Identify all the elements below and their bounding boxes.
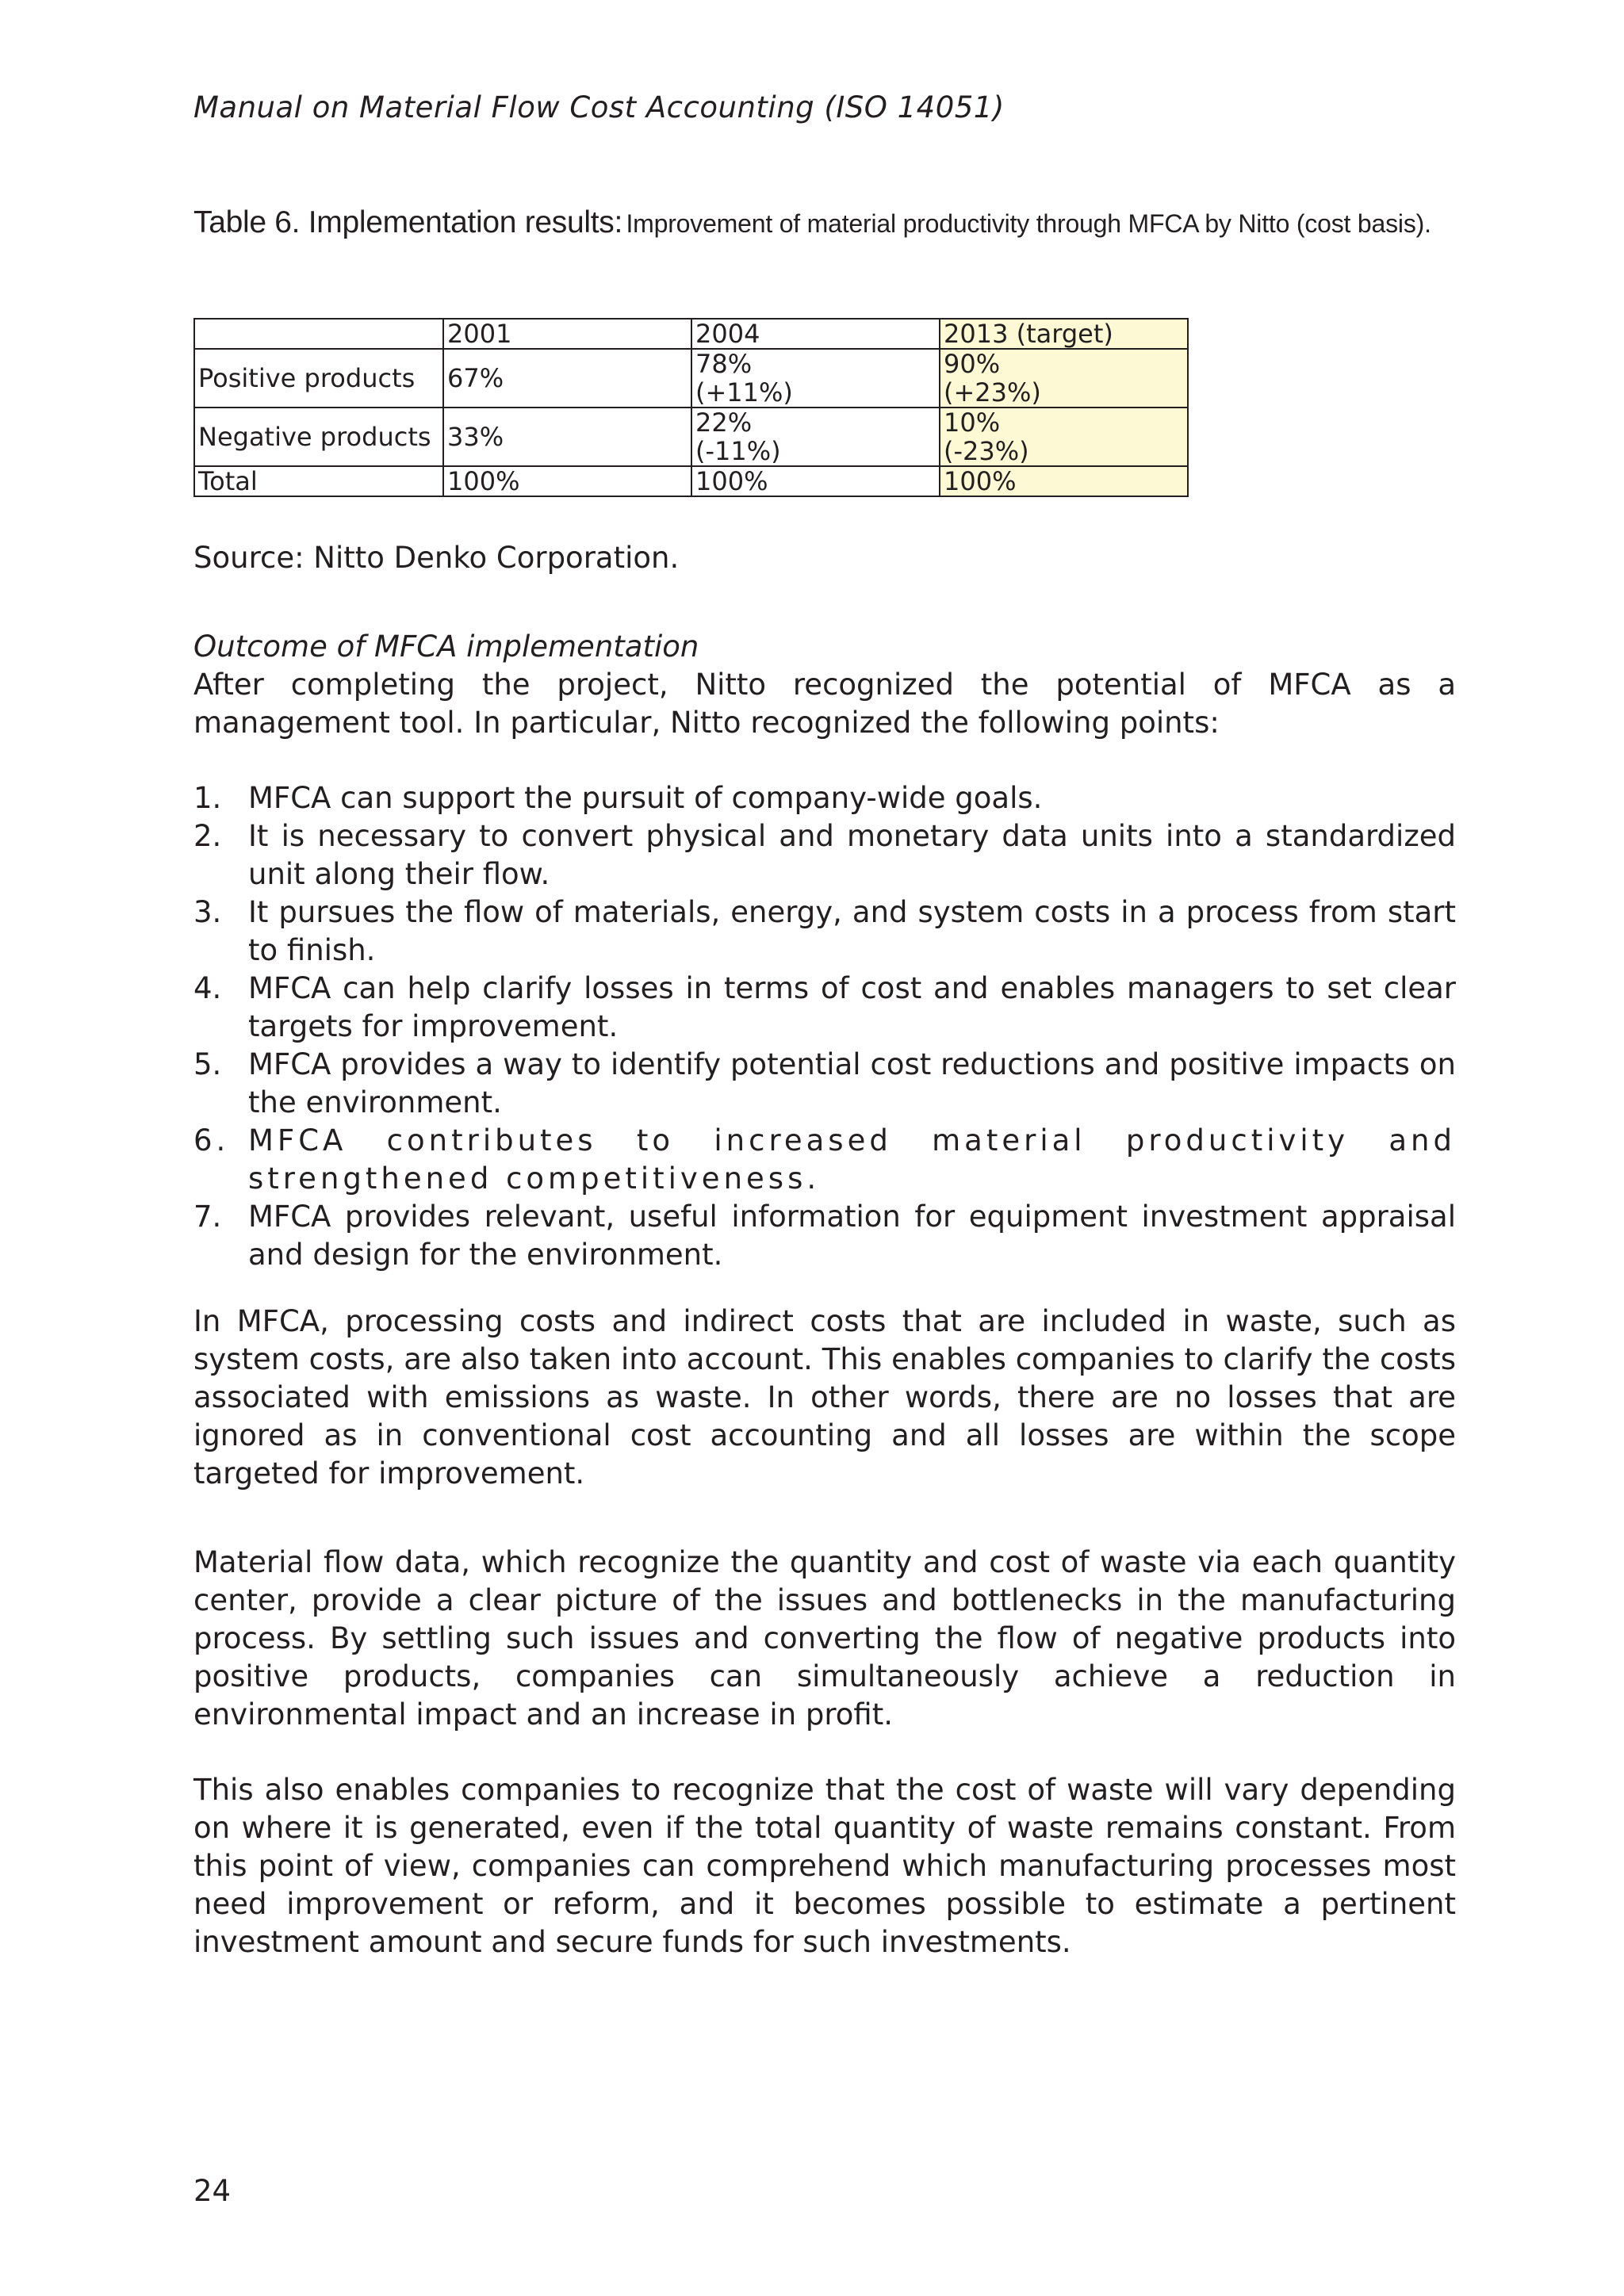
- list-item-text: MFCA provides a way to identify potential cost reductions and positive impacts on the environment.: [248, 1047, 1456, 1119]
- table-caption-lead: Table 6. Implementation results:: [193, 205, 623, 239]
- table-header-row: [194, 319, 1188, 349]
- header-cell-2004: 2004: [691, 319, 940, 349]
- list-item-number: 1.: [193, 781, 222, 815]
- header-cell-2001: 2001: [443, 319, 691, 349]
- list-item-number: 4.: [193, 971, 222, 1005]
- list-item-number: 7.: [193, 1200, 222, 1234]
- cell-2004-total: 100%: [691, 466, 940, 496]
- list-item-text: MFCA contributes to increased material productivity and strengthened competitiveness.: [248, 1123, 1456, 1196]
- recognized-points-list: [193, 779, 1456, 1274]
- body-paragraph-material-flow: Material flow data, which recognize the quantity and cost of waste via each quantity center, provide a clear picture of the issues and bottlenecks in the manufacturing process. By settling such issues and converting the flow of negative products into positive products, companies can simultaneously achieve a reduction in environmental impact and an increase in profit.: [193, 1545, 1456, 1732]
- list-item-number: 2.: [193, 819, 222, 853]
- list-item: [193, 779, 1456, 817]
- cell-change: (+23%): [944, 377, 1041, 408]
- cell-change: (-23%): [944, 436, 1029, 466]
- cell-2013-negative: [940, 408, 1188, 466]
- cell-2004-negative: [691, 408, 940, 466]
- list-item-text: MFCA can support the pursuit of company-wide goals.: [248, 781, 1043, 815]
- header-cell-2013-target: 2013 (target): [940, 319, 1188, 349]
- cell-2013-positive: [940, 349, 1188, 408]
- list-item: [193, 970, 1456, 1046]
- outcome-section: [193, 628, 1456, 742]
- cell-value: 90%: [944, 349, 1001, 379]
- implementation-results-table: [193, 318, 1189, 497]
- table-row: [194, 349, 1188, 408]
- list-item: [193, 817, 1456, 894]
- list-item: [193, 1198, 1456, 1274]
- list-item-number: 6.: [193, 1123, 230, 1158]
- cell-value: 78%: [695, 349, 753, 379]
- page-number: 24: [193, 2174, 232, 2208]
- body-paragraph-cost-of-waste: This also enables companies to recognize that the cost of waste will vary depending on where it is generated, even if the total quantity of waste remains constant. From this point of view, companies can comprehend which manufacturing processes most need improvement or reform, and it becomes possible to estimate a pertinent investment amount and secure funds for such investments.: [193, 1773, 1456, 1959]
- list-item: [193, 1122, 1456, 1198]
- cell-2001-positive: 67%: [443, 349, 691, 408]
- table-caption: [193, 205, 1431, 240]
- table-row: [194, 408, 1188, 466]
- cell-2004-positive: [691, 349, 940, 408]
- section-subheading: Outcome of MFCA implementation: [193, 629, 699, 664]
- table-caption-rest: Improvement of material productivity through MFCA by Nitto (cost basis).: [626, 209, 1431, 238]
- cell-value: 22%: [695, 408, 753, 438]
- cell-2013-total: 100%: [940, 466, 1188, 496]
- outcome-intro-paragraph: After completing the project, Nitto recognized the potential of MFCA as a management tool. In particular, Nitto recognized the following points:: [193, 668, 1456, 740]
- list-item: [193, 1046, 1456, 1122]
- list-item-text: MFCA provides relevant, useful information for equipment investment appraisal and design for the environment.: [248, 1200, 1456, 1272]
- row-label-positive-products: Positive products: [194, 349, 443, 408]
- list-item-number: 5.: [193, 1047, 222, 1081]
- list-item: [193, 894, 1456, 970]
- header-cell-empty: [194, 319, 443, 349]
- cell-value: 10%: [944, 408, 1001, 438]
- cell-change: (-11%): [695, 436, 781, 466]
- row-label-negative-products: Negative products: [194, 408, 443, 466]
- body-paragraph-waste-costs: In MFCA, processing costs and indirect costs that are included in waste, such as system costs, are also taken into account. This enables companies to clarify the costs associated with emissions as waste. In other words, there are no losses that are ignored as in conventional cost accounting and all losses are within the scope targeted for improvement.: [193, 1304, 1456, 1490]
- list-item-text: It pursues the flow of materials, energy, and system costs in a process from start to finish.: [248, 895, 1456, 967]
- cell-2001-negative: 33%: [443, 408, 691, 466]
- list-item-text: MFCA can help clarify losses in terms of cost and enables managers to set clear targets for improvement.: [248, 971, 1456, 1043]
- running-header: Manual on Material Flow Cost Accounting (ISO 14051): [193, 90, 1005, 124]
- row-label-total: Total: [194, 466, 443, 496]
- cell-2001-total: 100%: [443, 466, 691, 496]
- table-row: [194, 466, 1188, 496]
- list-item-text: It is necessary to convert physical and monetary data units into a standardized unit along their flow.: [248, 819, 1456, 891]
- list-item-number: 3.: [193, 895, 222, 929]
- cell-change: (+11%): [695, 377, 793, 408]
- table-source-note: Source: Nitto Denko Corporation.: [193, 541, 680, 575]
